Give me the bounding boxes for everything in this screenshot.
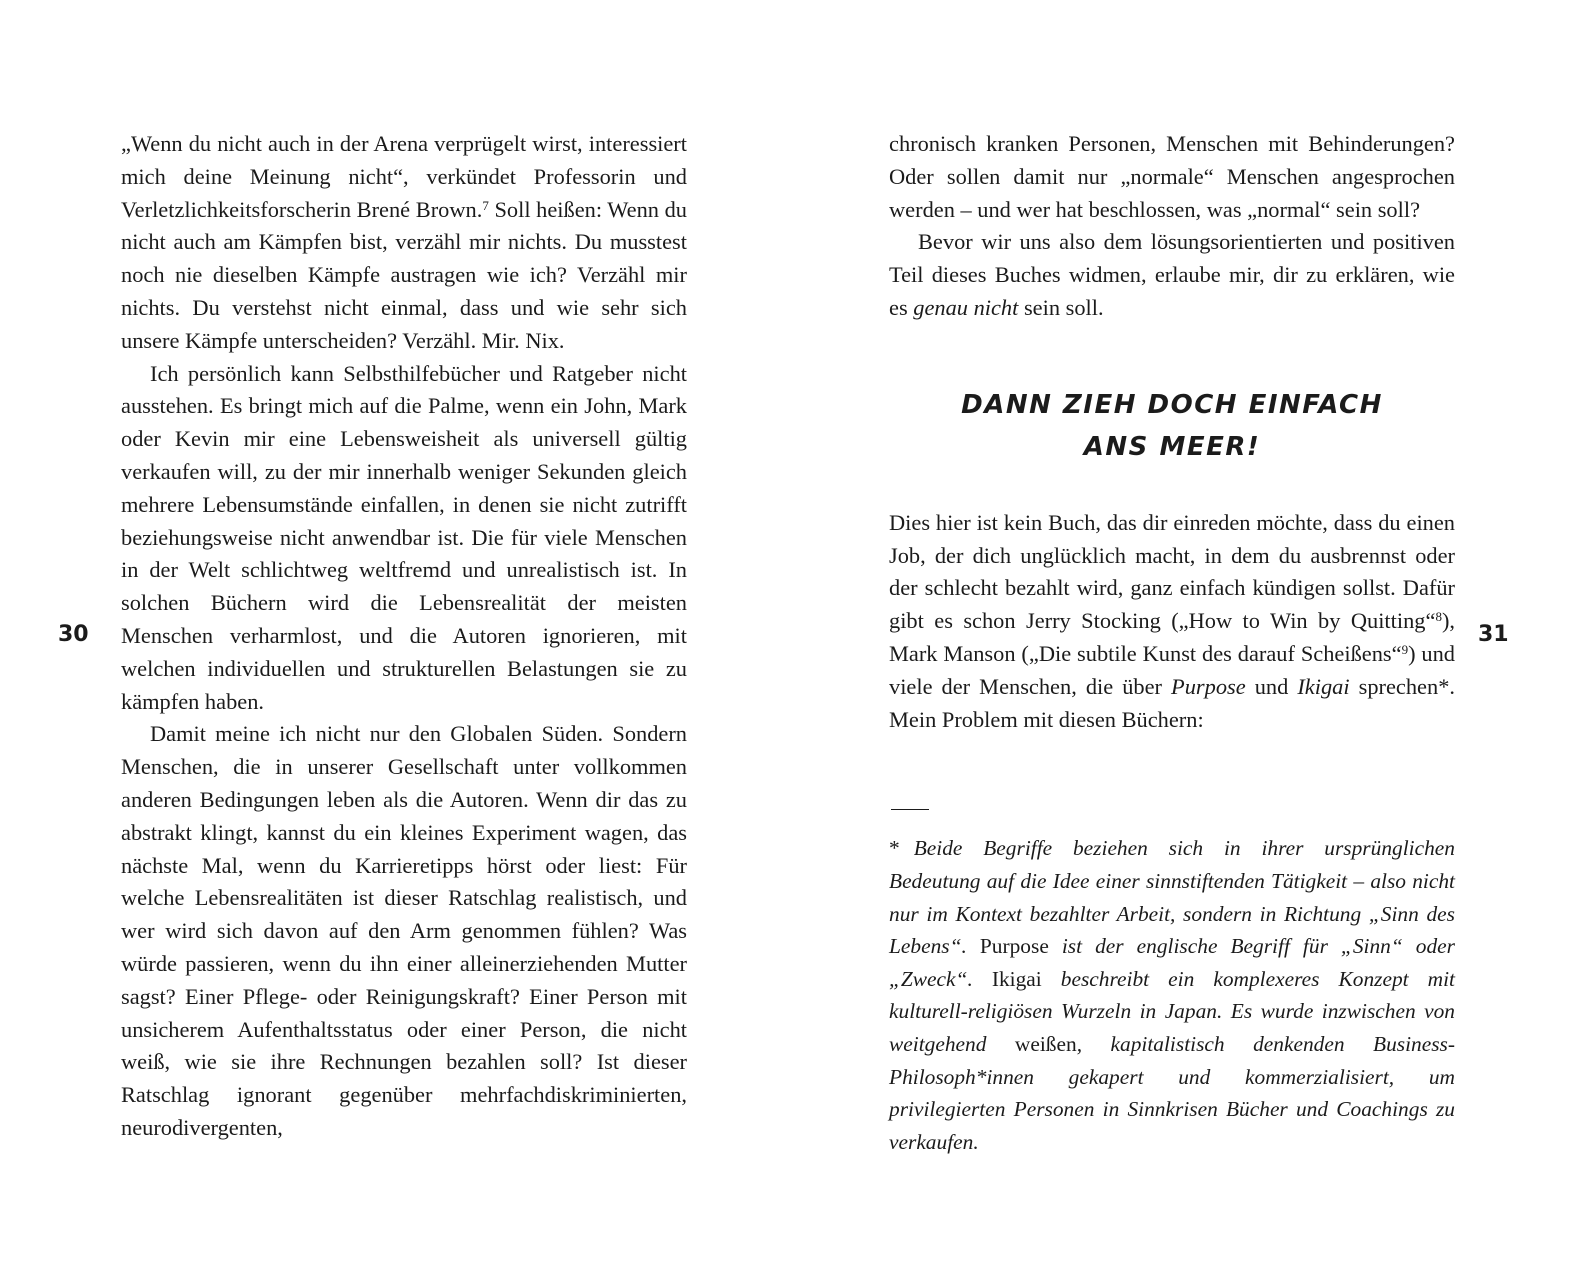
endnote-ref: 9: [1401, 641, 1409, 657]
paragraph: Ich persönlich kann Selbsthilfebücher und Ratgeber nicht ausstehen. Es bringt mich auf die Palme, wenn ein John, Mark oder Kevin mir eine Lebensweisheit als universell gültig verkaufen will, zu der mir innerhalb weniger Sekunden gleich mehrere Lebensumstände einfallen, in denen sie nicht zutrifft beziehungsweise nicht anwendbar ist. Die für viele Menschen in der Welt schlichtweg weltfremd und unrealistisch ist. In solchen Büchern wird die Lebensrealität der meisten Menschen verharmlost, und die Autoren ignorieren, mit welchen individuellen und strukturellen Belastungen sie zu kämpfen haben.: [121, 360, 687, 714]
paragraph: chronisch kranken Personen, Menschen mit Behinderungen? Oder sollen damit nur „normale“ Menschen angesprochen werden – und wer hat beschlossen, was „normal“ sein soll?: [889, 131, 1455, 222]
page-number-left: 30: [58, 622, 89, 647]
footnote: * Beide Begriffe beziehen sich in ihrer ursprünglichen Bedeutung auf die Idee einer sinnstiftenden Tätigkeit – also nicht nur im Kontext bezahlter Arbeit, sondern in Richtung „Sinn des Lebens“. Purpose ist der englische Begriff für „Sinn“ oder „Zweck“. Ikigai beschreibt ein komplexeres Konzept mit kulturell-religiösen Wurzeln in Japan. Es wurde inzwischen von weitgehend weißen, kapitalistisch denkenden Business-Philosoph*innen gekapert und kommerzialisiert, um privilegierten Personen in Sinnkrisen Bücher und Coachings zu verkaufen.: [889, 836, 1455, 1154]
section-heading: DANN ZIEH DOCH EINFACH ANS MEER!: [961, 389, 1383, 462]
paragraph: Bevor wir uns also dem lösungsorientierten und positiven Teil dieses Buches widmen, erlaube mir, dir zu erklären, wie es genau nicht sein soll.: [889, 229, 1455, 320]
endnote-ref: 8: [1435, 609, 1442, 625]
paragraph: Dies hier ist kein Buch, das dir einreden möchte, dass du einen Job, der dich unglücklich macht, in dem du ausbrennst oder der schlecht bezahlt wird, ganz einfach kündigen sollst. Dafür gibt es schon Jerry Stocking („How to Win by Quitting“$^8$), Mark Manson („Die subtile Kunst des darauf Scheißens“$^9$) und viele der Menschen, die über Purpose und Ikigai sprechen*. Mein Problem mit diesen Büchern:: [889, 509, 1455, 732]
left-page-text: [121, 128, 687, 1145]
page-number-right: 31: [1478, 622, 1509, 647]
footnote-marker: *: [1438, 673, 1450, 699]
right-page-text: [889, 128, 1455, 1158]
endnote-ref: 7: [482, 197, 489, 213]
paragraph: „Wenn du nicht auch in der Arena verprügelt wirst, interessiert mich deine Meinung nicht“, verkündet Professorin und Verletzlichkeitsforscherin Brené Brown.$^7$ Soll heißen: Wenn du nicht auch am Kämpfen bist, verzähl mir nichts. Du musstest noch nie dieselben Kämpfe austragen wie ich? Verzähl mir nichts. Du verstehst nicht einmal, dass und wie sehr sich unsere Kämpfe unterscheiden? Verzähl. Mir. Nix.: [121, 131, 687, 353]
footnote-divider: [891, 809, 929, 810]
paragraph: Damit meine ich nicht nur den Globalen Süden. Sondern Menschen, die in unserer Gesellschaft unter vollkommen anderen Bedingungen leben als die Autoren. Wenn dir das zu abstrakt klingt, kannst du ein kleines Experiment wagen, das nächste Mal, wenn du Karrieretipps hörst oder liest: Für welche Lebensrealitäten ist dieser Ratschlag realistisch, und wer wird sich davon auf den Arm genommen fühlen? Was würde passieren, wenn du ihn einer alleinerziehenden Mutter sagst? Einer Pflege- oder Reinigungskraft? Einer Person mit unsicherem Aufenthaltsstatus oder einer Person, die nicht weiß, wie sie ihre Rechnungen bezahlen soll? Ist dieser Ratschlag ignorant gegenüber mehrfachdiskriminierten, neurodivergenten,: [121, 721, 687, 1140]
